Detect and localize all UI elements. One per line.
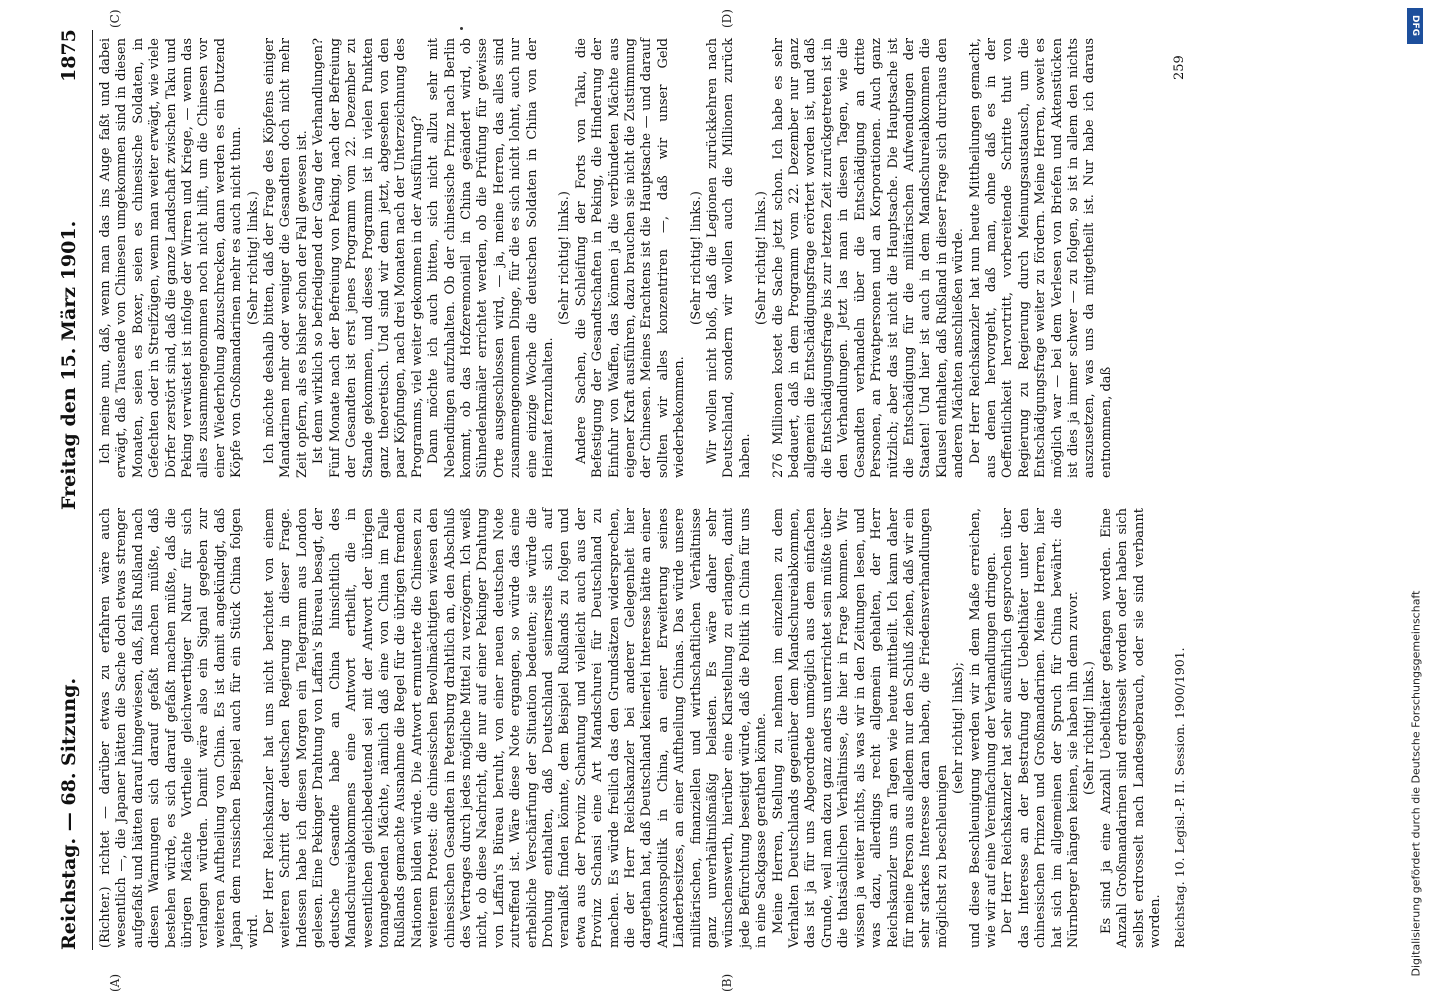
credit-text: Digitalisierung gefördert durch die Deutsche Forschungsgemeinschaft: [1409, 590, 1423, 977]
right-paragraph: Der Herr Reichskanzler hat nun heute Mittheilungen gemacht, aus denen hervorgeht, daß man, ohne daß es in der Oeffentlichkeit hervortritt, vorbereitende Schritte thut von Regierung zu Regierung durch Meinungsaustausch, um die Entschädigungsfrage weiter zu fördern. Meine Herren, soweit es möglich war — bei dem Verlesen von Briefen und Aktenstücken ist dies ja immer schwer — zu folgen, so ist in allem den nichts auszusetzen, was uns da mitgetheilt ist. Nur habe ich daraus entnommen, daß: [967, 38, 1114, 478]
interjection: (Sehr richtig! links.): [557, 191, 573, 325]
left-paragraph: Meine Herren, Stellung zu nehmen im einzelnen zu dem Verhalten Deutschlands gegenüber dem Mandschureiabkommen, das ist ja für uns Abgeordnete unmöglich aus dem einfachen Grunde, weil man dazu ganz anders unterrichtet sein müßte über die thatsächlichen Verhältnisse, die hier in Frage kommen. Wir wissen ja weiter nichts, als was wir in den Zeitungen lesen, und was dazu, allerdings recht allgemein gehalten, der Herr Reichskanzler uns an Tagen wie heute mittheilt. Ich kann daher für meine Person aus alledem nur den Schluß ziehen, daß wir ein sehr starkes Interesse daran haben, die Friedensverhandlungen möglichst zu beschleunigen: [770, 508, 950, 948]
right-paragraph: Ich meine nun, daß, wenn man das ins Auge faßt und dabei erwägt, daß Tausende von Chinesen umgekommen sind in diesen Monaten, seien es Boxer, seien es chinesische Soldaten, in Gefechten oder in Streifzügen, wenn man weiter erwägt, wie viele Dörfer zerstört sind, daß die ganze Landschaft zwischen Taku und Peking verwüstet ist infolge der Wirren und Kriege, — wenn das alles zusammengenommen noch nicht hilft, um die Chinesen vor einer Wiederholung abzuschrecken, dann werden es ein Dutzend Köpfe von Großmandarinen mehr es auch nicht thun.: [98, 38, 245, 478]
left-paragraph: Der Herr Reichskanzler hat sehr ausführlich gesprochen über das Interesse an der Bestrafung der Uebelthäter unter den chinesischen Prinzen und Großmandarinen. Meine Herren, hier hat sich im allgemeinen der Spruch für China bewährt: die Nürnberger hängen keinen, sie haben ihn denn zuvor.: [1000, 508, 1081, 948]
left-paragraph: Es sind ja eine Anzahl Uebelthäter gefangen worden. Eine Anzahl Großmandarinen sind erdrosselt worden oder haben sich selbst erdrosselt nach Landesgebrauch, oder sie sind verbannt worden.: [1098, 508, 1163, 948]
left-paragraph: (Richter.) richtet — darüber etwas zu erfahren wäre auch wesentlich —, die Japaner hätten die Sache doch etwas strenger aufgefaßt und hätten darauf hingewiesen, daß, falls Rußland nach diesen Warnungen sich darauf gefaßt machen müßte, daß bestehen würde, es sich darauf gefaßt machen müßte, daß die übrigen Mächte Vortheile gleichwerthiger Natur für sich verlangen würden. Damit wäre also ein Signal gegeben zur weiteren Auftheilung von China. Es ist damit angekündigt, daß Japan dem russischen Beispiel auch für ein Stück China folgen wird.: [98, 508, 261, 948]
interjection: (Sehr richtig! links.): [245, 191, 261, 325]
left-paragraph: Der Herr Reichskanzler hat uns nicht berichtet von einem weiteren Schritt der deutschen Regierung in dieser Frage. Indessen habe ich diesen Morgen ein Telegramm aus London gelesen. Eine Pekinger Drahtung von Laffan's Büreau besagt, der deutsche Gesandte habe an China hinsichtlich des Mandschureiabkommens eine Antwort ertheilt, die in wesentlichen gleichbedeutend sei mit der Antwort der übrigen tonangebenden Mächte, nämlich daß eine von China im Falle Rußlands gemachte Ausnahme die Regel für die übrigen fremden Nationen bilden würde. Die Antwort ermunterte die Chinesen zu weiterem Protest: die chinesischen Bevollmächtigten wiesen den chinesischen Gesandten in Petersburg drahtlich an, den Abschluß des Vertrages durch jedes mögliche Mittel zu verzögern. Ich weiß nicht, ob diese Nachricht, die nur auf einer Pekinger Drahtung von Laffan's Büreau beruht, von einer neuen deutschen Note zutreffend ist. Wäre diese Note ergangen, so würde das eine erhebliche Verschärfung der Situation bedeuten; sie würde die Drohung enthalten, daß Deutschland seinerseits sich auf veranlaßt finden könnte, dem Beispiel Rußlands zu folgen und etwa aus der Provinz Schantung und vielleicht auch aus der Provinz Schansi eine Art Mandschurei für Deutschland zu machen. Es würde freilich das den Grundsätzen widersprechen, die der Herr Reichskanzler bei anderer Gelegenheit hier dargethan hat, daß Deutschland keinerlei Interesse hätte an einer Annexionspolitik in China, an einer Erweiterung seines Länderbesitzes, an einer Auftheilung Chinas. Das würde unsere militärischen, finanziellen und wirthschaftlichen Verhältnisse ganz unverhältnißmäßig belasten. Es wäre daher sehr wünschenswerth, hierüber eine Klarstellung zu erlangen, damit jede Befürchtung beseitigt würde, daß die Politik in China für uns in eine Sackgasse gerathen könnte.: [262, 508, 770, 948]
header-date: Freitag den 15. März 1901.: [58, 220, 80, 510]
right-paragraph: Ich möchte deshalb bitten, daß der Frage des Köpfens einiger Mandarinen mehr oder weniger die Gesandten doch nicht mehr Zeit opfern, als es bisher schon der Fall gewesen ist.: [262, 38, 310, 478]
interjection: (Sehr richtig! links.): [1082, 661, 1098, 795]
header-rule: [92, 30, 93, 950]
right-text-column: [98, 38, 1158, 478]
dfg-logo: DFG: [1407, 8, 1423, 44]
footer-legislature: Reichstag. 10. Legisl.-P. II. Session. 1900/1901.: [1172, 647, 1187, 948]
right-paragraph: Ist denn wirklich so befriedigend der Gang der Verhandlungen? Fünf Monate nach der Befreiung von Peking, nach der Befreiung der Gesandten ist erst jenes Programm vom 22. Dezember zu Stande gekommen, und dieses Programm ist in vielen Punkten ganz theoretisch. Und sind wir denn jetzt, abgesehen von den paar Köpfungen, nach drei Monaten nach der Unterzeichnung des Programms, viel weiter gekommen in der Ausführung?: [311, 38, 425, 478]
right-paragraph: Dann möchte ich auch bitten, sich nicht allzu sehr mit Nebendingen aufzuhalten. Ob der chinesische Prinz nach Berlin kommt, ob das Hofzeremoniell in China geändert wird, ob Sühnedenkmäler errichtet werden, ob die Prüfung für gewisse Orte ausgeschlossen wird, — ja, meine Herren, das alles sind zusammengenommen Dinge, für die es sich nicht lohnt, auch nur eine einzige Woche die deutschen Soldaten in China von der Heimat fernzuhalten.: [426, 38, 556, 478]
right-paragraph: 276 Millionen kostet die Sache jetzt schon. Ich habe es sehr bedauert, daß in dem Programm vom 22. Dezember nur ganz allgemein die Entschädigungsfrage erörtert worden ist, und daß die Entschädigungsfrage bis zur letzten Zeit zurückgetreten ist in den Verhandlungen. Jetzt las man in diesen Tagen, wie die Gesandten verhandeln über die Entschädigung an dritte Personen, an Privatpersonen und an Korporationen. Auch ganz nützlich; aber das ist nicht die Hauptsache. Die Hauptsache ist die Entschädigung für die militärischen Aufwendungen der Staaten! Und hier ist auch in dem Mandschureiabkommen die Klausel enthalten, daß Rußland in dieser Frage sich durchaus den anderen Mächten anschließen würde.: [770, 38, 967, 478]
margin-mark-c: (C): [108, 9, 122, 28]
left-paragraph: und diese Beschleunigung werden wir in dem Maße erreichen, wie wir auf eine Vereinfachung der Verhandlungen dringen.: [967, 508, 999, 948]
interjection: (Sehr richtig! links.): [754, 191, 770, 325]
page-header: [58, 30, 86, 950]
digitization-credit: [1396, 0, 1434, 1000]
margin-mark-b: (B): [720, 973, 734, 992]
header-session: Reichstag. — 68. Sitzung.: [58, 677, 80, 950]
right-paragraph: Andere Sachen, die Schleifung der Forts von Taku, die Befestigung der Gesandtschaften in Peking, die Hinderung der Einfuhr von Waffen, das können ja die verbündeten Mächte aus eigener Kraft ausführen, dazu brauchen sie nicht die Zustimmung der Chinesen. Meines Erachtens ist die Hauptsache — und darauf sollten wir alles konzentriren —, daß wir unser Geld wiederbekommen.: [573, 38, 688, 478]
left-text-column: [98, 508, 1163, 948]
interjection: (Sehr richtig! links.): [688, 191, 704, 325]
margin-mark-d: (D): [720, 9, 734, 28]
margin-mark-a: (A): [108, 973, 122, 992]
footer-sheet-number: 259: [1172, 55, 1187, 80]
scan-speck: [460, 27, 463, 30]
right-paragraph: Wir wollen nicht bloß, daß die Legionen zurückkehren nach Deutschland, sondern wir wollen auch die Millionen zurück haben.: [705, 38, 753, 478]
interjection: (sehr richtig! links);: [951, 662, 967, 794]
header-page-number: 1875: [58, 29, 80, 82]
